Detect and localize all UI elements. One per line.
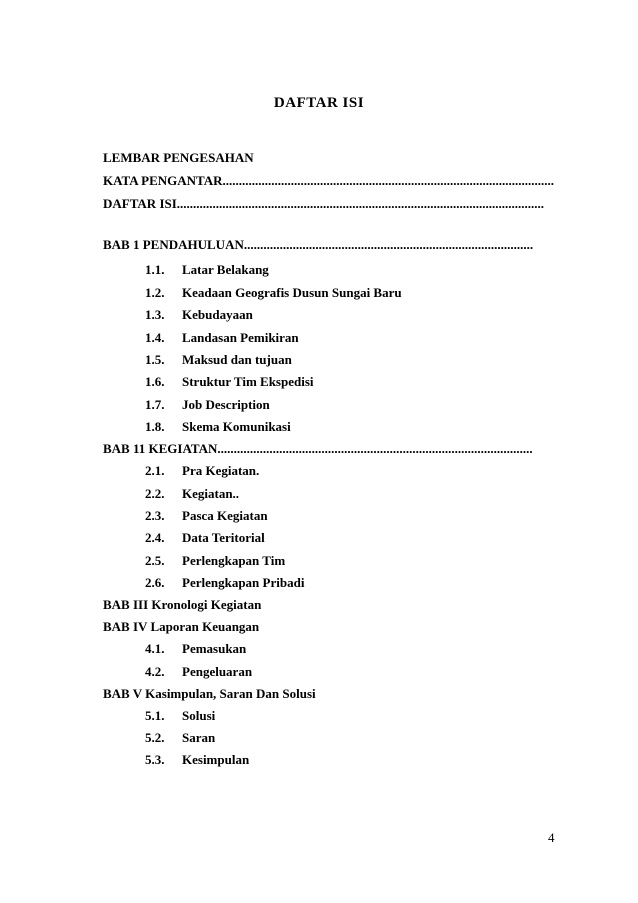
toc-item-label: Perlengkapan Tim [182, 553, 286, 568]
toc-item-label: Kesimpulan [182, 752, 250, 767]
toc-daftar-isi: DAFTAR ISI................................................................................................................. [103, 196, 545, 211]
toc-item-number: 1.5. [145, 352, 165, 367]
toc-item-label: Saran [182, 730, 216, 745]
toc-item-number: 2.3. [145, 508, 165, 523]
toc-item-label: Latar Belakang [182, 262, 269, 277]
toc-item-number: 4.2. [145, 664, 165, 679]
toc-item-number: 5.2. [145, 730, 165, 745]
page-title: DAFTAR ISI [273, 95, 365, 111]
toc-item-label: Kebudayaan [182, 307, 253, 322]
toc-bab3-heading: BAB III Kronologi Kegiatan [103, 597, 262, 612]
toc-item-number: 2.1. [145, 463, 165, 478]
toc-item-number: 1.1. [145, 262, 165, 277]
toc-item-label: Kegiatan.. [182, 486, 240, 501]
toc-item-number: 1.8. [145, 419, 165, 434]
toc-bab5-heading: BAB V Kasimpulan, Saran Dan Solusi [103, 686, 316, 701]
toc-item-label: Pengeluaran [182, 664, 253, 679]
toc-item-label: Job Description [182, 397, 270, 412]
toc-item-label: Perlengkapan Pribadi [182, 575, 305, 590]
page-number: 4 [548, 830, 555, 845]
toc-item-number: 1.2. [145, 285, 165, 300]
toc-item-number: 5.1. [145, 708, 165, 723]
toc-item-number: 2.2. [145, 486, 165, 501]
toc-lembar-pengesahan: LEMBAR PENGESAHAN [103, 150, 254, 165]
toc-bab1-heading: BAB 1 PENDAHULUAN......................................................................................... [103, 237, 534, 252]
toc-item-label: Solusi [182, 708, 216, 723]
toc-item-label: Landasan Pemikiran [182, 330, 299, 345]
toc-bab4-heading: BAB IV Laporan Keuangan [103, 619, 260, 634]
toc-item-label: Skema Komunikasi [182, 419, 291, 434]
toc-item-label: Keadaan Geografis Dusun Sungai Baru [182, 285, 402, 300]
toc-bab2-heading: BAB 11 KEGIATAN................................................................................................. [103, 441, 533, 456]
toc-item-label: Pasca Kegiatan [182, 508, 268, 523]
toc-kata-pengantar: KATA PENGANTAR...................................................................................................... [103, 173, 555, 188]
toc-item-number: 2.4. [145, 530, 165, 545]
toc-item-number: 2.5. [145, 553, 165, 568]
toc-item-number: 1.6. [145, 374, 165, 389]
toc-item-label: Pemasukan [182, 641, 247, 656]
toc-item-number: 1.4. [145, 330, 165, 345]
toc-item-label: Pra Kegiatan. [182, 463, 260, 478]
toc-item-label: Maksud dan tujuan [182, 352, 292, 367]
toc-item-number: 4.1. [145, 641, 165, 656]
toc-item-number: 2.6. [145, 575, 165, 590]
toc-item-number: 1.7. [145, 397, 165, 412]
toc-item-number: 5.3. [145, 752, 165, 767]
toc-item-label: Data Teritorial [182, 530, 265, 545]
toc-item-label: Struktur Tim Ekspedisi [182, 374, 314, 389]
toc-item-number: 1.3. [145, 307, 165, 322]
